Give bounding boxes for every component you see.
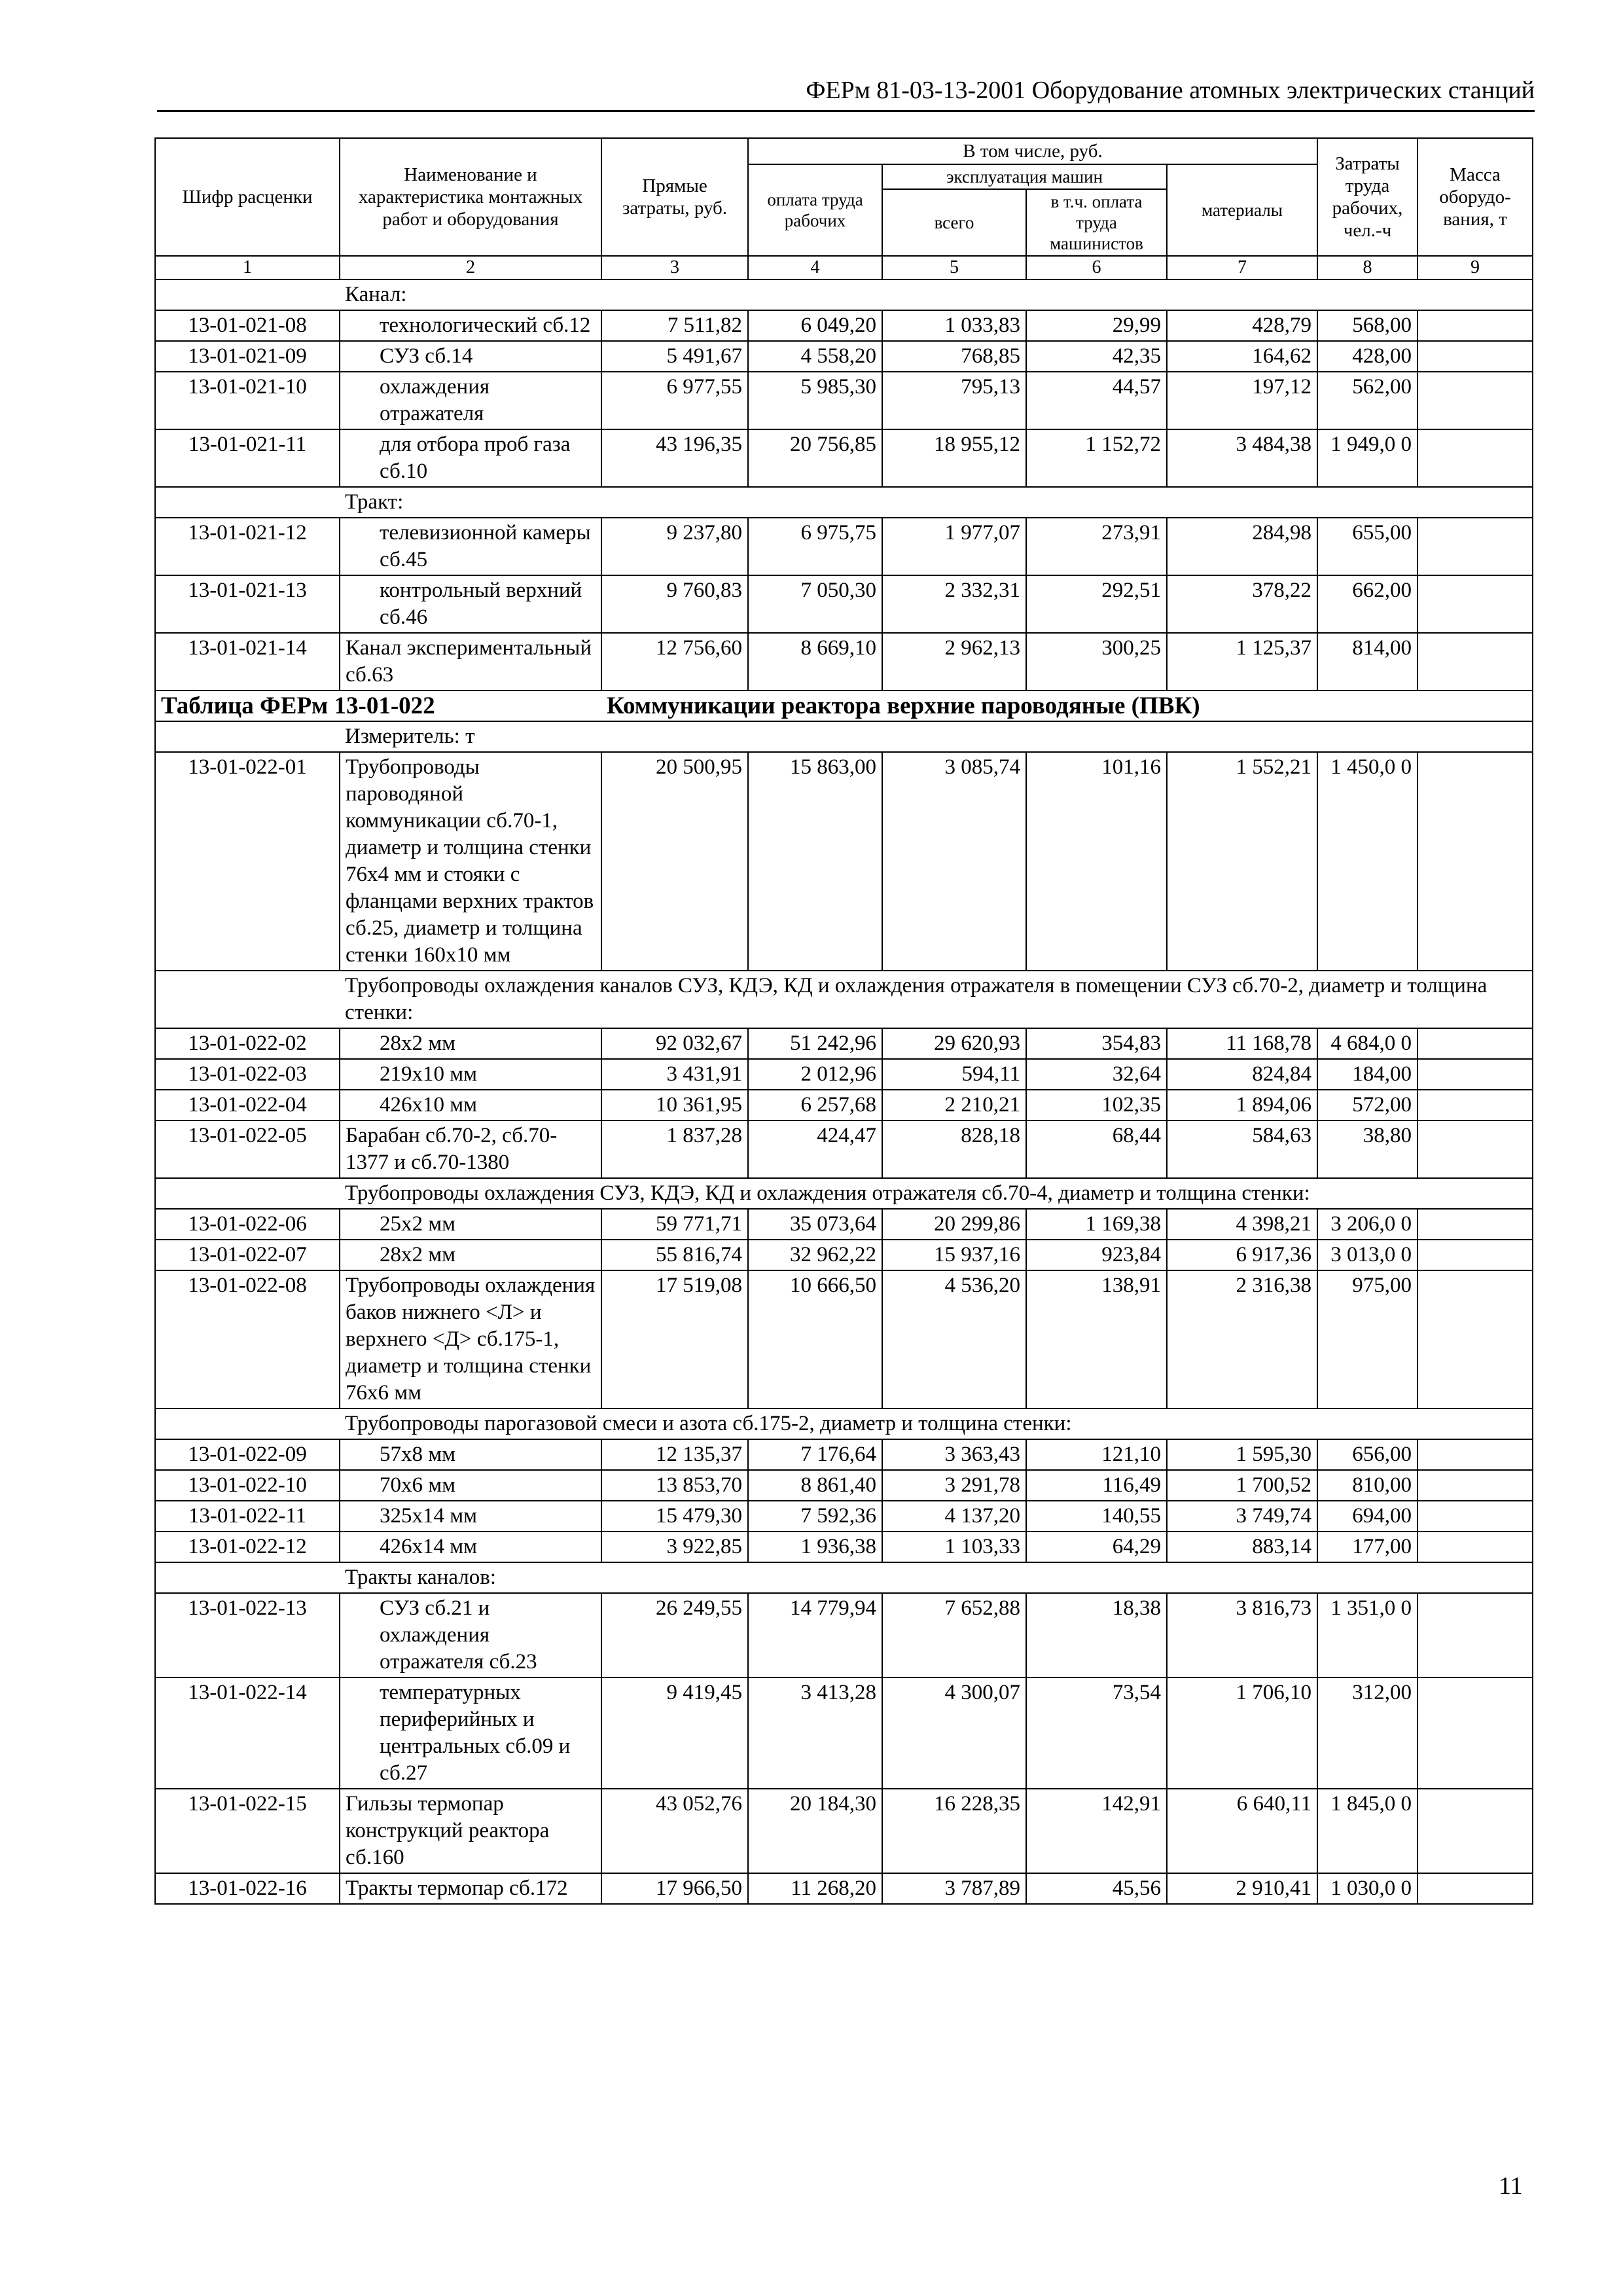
value-cell: 7 511,82 (601, 310, 748, 341)
mass-cell (1418, 1209, 1533, 1240)
value-cell: 26 249,55 (601, 1593, 748, 1677)
value-cell: 20 184,30 (748, 1789, 882, 1873)
value-cell: 292,51 (1026, 575, 1167, 633)
value-cell: 4 684,0 0 (1317, 1028, 1418, 1059)
mass-cell (1418, 575, 1533, 633)
mass-cell (1418, 1677, 1533, 1789)
header-name: Наименование и характеристика монтажных работ и оборудования (340, 138, 601, 256)
section-table-title: Коммуникации реактора верхние пароводяные (ПВК) (601, 691, 1533, 721)
value-cell: 10 666,50 (748, 1270, 882, 1408)
column-number: 3 (601, 256, 748, 279)
column-number: 4 (748, 256, 882, 279)
value-cell: 594,11 (882, 1059, 1026, 1090)
value-cell: 32 962,22 (748, 1240, 882, 1270)
header-labor-pay: оплата труда рабочих (748, 164, 882, 256)
rate-code-cell: 13-01-022-07 (155, 1240, 340, 1270)
mass-cell (1418, 1532, 1533, 1562)
value-cell: 923,84 (1026, 1240, 1167, 1270)
value-cell: 73,54 (1026, 1677, 1167, 1789)
value-cell: 20 756,85 (748, 429, 882, 487)
rate-code-cell: 13-01-022-05 (155, 1121, 340, 1178)
value-cell: 68,44 (1026, 1121, 1167, 1178)
column-number: 6 (1026, 256, 1167, 279)
value-cell: 2 332,31 (882, 575, 1026, 633)
value-cell: 15 937,16 (882, 1240, 1026, 1270)
work-name-cell: Барабан сб.70-2, сб.70-1377 и сб.70-1380 (340, 1121, 601, 1178)
value-cell: 662,00 (1317, 575, 1418, 633)
value-cell: 4 558,20 (748, 341, 882, 372)
value-cell: 11 168,78 (1167, 1028, 1317, 1059)
value-cell: 656,00 (1317, 1439, 1418, 1470)
value-cell: 20 299,86 (882, 1209, 1026, 1240)
table-row (155, 633, 1533, 691)
value-cell: 1 949,0 0 (1317, 429, 1418, 487)
header-code: Шифр расценки (155, 138, 340, 256)
value-cell: 59 771,71 (601, 1209, 748, 1240)
value-cell: 12 756,60 (601, 633, 748, 691)
value-cell: 9 419,45 (601, 1677, 748, 1789)
value-cell: 38,80 (1317, 1121, 1418, 1178)
table-row (155, 1240, 1533, 1270)
value-cell: 44,57 (1026, 372, 1167, 429)
value-cell: 1 169,38 (1026, 1209, 1167, 1240)
value-cell: 1 845,0 0 (1317, 1789, 1418, 1873)
mass-cell (1418, 1873, 1533, 1904)
header-mass: Масса оборудо-вания, т (1418, 138, 1533, 256)
value-cell: 116,49 (1026, 1470, 1167, 1501)
value-cell: 1 450,0 0 (1317, 752, 1418, 971)
value-cell: 17 519,08 (601, 1270, 748, 1408)
table-row (155, 1028, 1533, 1059)
rate-code-cell: 13-01-021-09 (155, 341, 340, 372)
value-cell: 3 484,38 (1167, 429, 1317, 487)
group-empty-cell (155, 1408, 340, 1439)
table-header (155, 138, 1533, 279)
value-cell: 655,00 (1317, 518, 1418, 575)
value-cell: 810,00 (1317, 1470, 1418, 1501)
work-name-cell: температурных периферийных и центральных сб.09 и сб.27 (340, 1677, 601, 1789)
value-cell: 1 595,30 (1167, 1439, 1317, 1470)
work-name-cell: 28х2 мм (340, 1240, 601, 1270)
value-cell: 197,12 (1167, 372, 1317, 429)
table-row (155, 1501, 1533, 1532)
rate-code-cell: 13-01-022-01 (155, 752, 340, 971)
table-row (155, 752, 1533, 971)
value-cell: 92 032,67 (601, 1028, 748, 1059)
value-cell: 140,55 (1026, 1501, 1167, 1532)
value-cell: 18,38 (1026, 1593, 1167, 1677)
value-cell: 1 033,83 (882, 310, 1026, 341)
rate-code-cell: 13-01-022-11 (155, 1501, 340, 1532)
value-cell: 3 363,43 (882, 1439, 1026, 1470)
work-name-cell: Канал экспериментальный сб.63 (340, 633, 601, 691)
value-cell: 1 351,0 0 (1317, 1593, 1418, 1677)
table-row (155, 310, 1533, 341)
value-cell: 5 985,30 (748, 372, 882, 429)
group-heading-row (155, 1562, 1533, 1593)
rate-code-cell: 13-01-021-13 (155, 575, 340, 633)
value-cell: 142,91 (1026, 1789, 1167, 1873)
work-name-cell: 70х6 мм (340, 1470, 601, 1501)
rate-code-cell: 13-01-022-10 (155, 1470, 340, 1501)
work-name-cell: 25х2 мм (340, 1209, 601, 1240)
group-heading-text: Тракт: (340, 487, 1533, 518)
value-cell: 1 700,52 (1167, 1470, 1317, 1501)
group-heading-row (155, 487, 1533, 518)
mass-cell (1418, 341, 1533, 372)
header-direct-costs: Прямые затраты, руб. (601, 138, 748, 256)
value-cell: 584,63 (1167, 1121, 1317, 1178)
table-row (155, 518, 1533, 575)
rate-code-cell: 13-01-022-06 (155, 1209, 340, 1240)
value-cell: 7 050,30 (748, 575, 882, 633)
header-machines: эксплуатация машин (882, 164, 1167, 189)
value-cell: 42,35 (1026, 341, 1167, 372)
value-cell: 164,62 (1167, 341, 1317, 372)
value-cell: 3 749,74 (1167, 1501, 1317, 1532)
value-cell: 138,91 (1026, 1270, 1167, 1408)
value-cell: 284,98 (1167, 518, 1317, 575)
table-row (155, 341, 1533, 372)
value-cell: 424,47 (748, 1121, 882, 1178)
value-cell: 35 073,64 (748, 1209, 882, 1240)
value-cell: 3 922,85 (601, 1532, 748, 1562)
value-cell: 6 640,11 (1167, 1789, 1317, 1873)
group-empty-cell (155, 487, 340, 518)
value-cell: 8 861,40 (748, 1470, 882, 1501)
mass-cell (1418, 372, 1533, 429)
work-name-cell: охлаждения отражателя (340, 372, 601, 429)
value-cell: 3 787,89 (882, 1873, 1026, 1904)
value-cell: 795,13 (882, 372, 1026, 429)
group-empty-cell (155, 1178, 340, 1209)
group-heading-text: Измеритель: т (340, 721, 1533, 752)
table-row (155, 1090, 1533, 1121)
value-cell: 2 910,41 (1167, 1873, 1317, 1904)
group-empty-cell (155, 721, 340, 752)
value-cell: 1 837,28 (601, 1121, 748, 1178)
value-cell: 2 012,96 (748, 1059, 882, 1090)
mass-cell (1418, 1470, 1533, 1501)
mass-cell (1418, 1270, 1533, 1408)
rate-code-cell: 13-01-022-13 (155, 1593, 340, 1677)
value-cell: 3 206,0 0 (1317, 1209, 1418, 1240)
group-heading-row (155, 971, 1533, 1028)
column-number: 5 (882, 256, 1026, 279)
work-name-cell: 426х10 мм (340, 1090, 601, 1121)
value-cell: 3 291,78 (882, 1470, 1026, 1501)
table-row (155, 1209, 1533, 1240)
table-row (155, 1532, 1533, 1562)
value-cell: 354,83 (1026, 1028, 1167, 1059)
group-heading-text: Трубопроводы парогазовой смеси и азота сб.175-2, диаметр и толщина стенки: (340, 1408, 1533, 1439)
mass-cell (1418, 1593, 1533, 1677)
work-name-cell: 325х14 мм (340, 1501, 601, 1532)
value-cell: 7 652,88 (882, 1593, 1026, 1677)
page-header (157, 73, 1535, 112)
column-number: 1 (155, 256, 340, 279)
work-name-cell: 57х8 мм (340, 1439, 601, 1470)
work-name-cell: Тракты термопар сб.172 (340, 1873, 601, 1904)
rate-code-cell: 13-01-021-11 (155, 429, 340, 487)
value-cell: 8 669,10 (748, 633, 882, 691)
value-cell: 2 316,38 (1167, 1270, 1317, 1408)
group-heading-text: Канал: (340, 279, 1533, 310)
mass-cell (1418, 633, 1533, 691)
table-body (155, 279, 1533, 1904)
rate-code-cell: 13-01-022-16 (155, 1873, 340, 1904)
column-number: 9 (1418, 256, 1533, 279)
value-cell: 6 917,36 (1167, 1240, 1317, 1270)
value-cell: 1 977,07 (882, 518, 1026, 575)
table-row (155, 1873, 1533, 1904)
value-cell: 32,64 (1026, 1059, 1167, 1090)
column-number: 2 (340, 256, 601, 279)
value-cell: 824,84 (1167, 1059, 1317, 1090)
value-cell: 10 361,95 (601, 1090, 748, 1121)
rate-code-cell: 13-01-022-09 (155, 1439, 340, 1470)
value-cell: 694,00 (1317, 1501, 1418, 1532)
value-cell: 273,91 (1026, 518, 1167, 575)
rate-code-cell: 13-01-021-08 (155, 310, 340, 341)
rate-code-cell: 13-01-022-14 (155, 1677, 340, 1789)
value-cell: 184,00 (1317, 1059, 1418, 1090)
table-row (155, 1270, 1533, 1408)
group-empty-cell (155, 279, 340, 310)
value-cell: 51 242,96 (748, 1028, 882, 1059)
page-number: 11 (1499, 2172, 1523, 2200)
value-cell: 4 398,21 (1167, 1209, 1317, 1240)
mass-cell (1418, 1501, 1533, 1532)
table-row (155, 1121, 1533, 1178)
mass-cell (1418, 310, 1533, 341)
value-cell: 1 103,33 (882, 1532, 1026, 1562)
value-cell: 3 013,0 0 (1317, 1240, 1418, 1270)
value-cell: 6 257,68 (748, 1090, 882, 1121)
work-name-cell: СУЗ сб.21 и охлаждения отражателя сб.23 (340, 1593, 601, 1677)
table-row (155, 1593, 1533, 1677)
rate-code-cell: 13-01-022-08 (155, 1270, 340, 1408)
value-cell: 378,22 (1167, 575, 1317, 633)
table-row (155, 429, 1533, 487)
group-empty-cell (155, 1562, 340, 1593)
work-name-cell: телевизионной камеры сб.45 (340, 518, 601, 575)
value-cell: 6 049,20 (748, 310, 882, 341)
group-heading-text: Тракты каналов: (340, 1562, 1533, 1593)
work-name-cell: Трубопроводы охлаждения баков нижнего <Л> и верхнего <Д> сб.175-1, диаметр и толщина стенки 76х6 мм (340, 1270, 601, 1408)
table-row (155, 372, 1533, 429)
value-cell: 121,10 (1026, 1439, 1167, 1470)
work-name-cell: 28х2 мм (340, 1028, 601, 1059)
value-cell: 828,18 (882, 1121, 1026, 1178)
group-heading-row (155, 721, 1533, 752)
column-number: 8 (1317, 256, 1418, 279)
value-cell: 1 706,10 (1167, 1677, 1317, 1789)
rate-code-cell: 13-01-021-12 (155, 518, 340, 575)
rate-code-cell: 13-01-022-03 (155, 1059, 340, 1090)
value-cell: 17 966,50 (601, 1873, 748, 1904)
work-name-cell: технологический сб.12 (340, 310, 601, 341)
value-cell: 300,25 (1026, 633, 1167, 691)
value-cell: 177,00 (1317, 1532, 1418, 1562)
value-cell: 3 431,91 (601, 1059, 748, 1090)
value-cell: 102,35 (1026, 1090, 1167, 1121)
table-row (155, 575, 1533, 633)
value-cell: 13 853,70 (601, 1470, 748, 1501)
group-heading-text: Трубопроводы охлаждения СУЗ, КДЭ, КД и охлаждения отражателя сб.70-4, диаметр и толщина стенки: (340, 1178, 1533, 1209)
value-cell: 3 413,28 (748, 1677, 882, 1789)
mass-cell (1418, 1789, 1533, 1873)
mass-cell (1418, 1028, 1533, 1059)
value-cell: 1 936,38 (748, 1532, 882, 1562)
table-row (155, 1059, 1533, 1090)
value-cell: 568,00 (1317, 310, 1418, 341)
mass-cell (1418, 1090, 1533, 1121)
value-cell: 4 536,20 (882, 1270, 1026, 1408)
value-cell: 7 176,64 (748, 1439, 882, 1470)
value-cell: 16 228,35 (882, 1789, 1026, 1873)
header-machinist-pay: в т.ч. оплата труда машинистов (1026, 189, 1167, 256)
value-cell: 45,56 (1026, 1873, 1167, 1904)
value-cell: 768,85 (882, 341, 1026, 372)
value-cell: 1 030,0 0 (1317, 1873, 1418, 1904)
section-title-row (155, 691, 1533, 721)
value-cell: 11 268,20 (748, 1873, 882, 1904)
value-cell: 2 962,13 (882, 633, 1026, 691)
value-cell: 14 779,94 (748, 1593, 882, 1677)
value-cell: 1 152,72 (1026, 429, 1167, 487)
value-cell: 572,00 (1317, 1090, 1418, 1121)
value-cell: 2 210,21 (882, 1090, 1026, 1121)
value-cell: 1 552,21 (1167, 752, 1317, 971)
value-cell: 29 620,93 (882, 1028, 1026, 1059)
mass-cell (1418, 518, 1533, 575)
work-name-cell: контрольный верхний сб.46 (340, 575, 601, 633)
table-row (155, 1789, 1533, 1873)
value-cell: 101,16 (1026, 752, 1167, 971)
work-name-cell: 219х10 мм (340, 1059, 601, 1090)
value-cell: 43 196,35 (601, 429, 748, 487)
rates-table (154, 137, 1533, 1905)
value-cell: 883,14 (1167, 1532, 1317, 1562)
value-cell: 4 137,20 (882, 1501, 1026, 1532)
value-cell: 64,29 (1026, 1532, 1167, 1562)
mass-cell (1418, 1059, 1533, 1090)
mass-cell (1418, 1121, 1533, 1178)
work-name-cell: Трубопроводы пароводяной коммуникации сб.70-1, диаметр и толщина стенки 76х4 мм и стояки с фланцами верхних трактов сб.25, диаметр и толщина стенки 160х10 мм (340, 752, 601, 971)
mass-cell (1418, 429, 1533, 487)
table-row (155, 1470, 1533, 1501)
table-row (155, 1439, 1533, 1470)
mass-cell (1418, 1439, 1533, 1470)
value-cell: 428,00 (1317, 341, 1418, 372)
value-cell: 20 500,95 (601, 752, 748, 971)
work-name-cell: 426х14 мм (340, 1532, 601, 1562)
rate-code-cell: 13-01-022-12 (155, 1532, 340, 1562)
work-name-cell: СУЗ сб.14 (340, 341, 601, 372)
value-cell: 1 894,06 (1167, 1090, 1317, 1121)
value-cell: 15 479,30 (601, 1501, 748, 1532)
column-number: 7 (1167, 256, 1317, 279)
mass-cell (1418, 752, 1533, 971)
document-title: ФЕРм 81-03-13-2001 Оборудование атомных электрических станций (806, 77, 1535, 104)
rate-code-cell: 13-01-021-10 (155, 372, 340, 429)
value-cell: 3 085,74 (882, 752, 1026, 971)
value-cell: 9 760,83 (601, 575, 748, 633)
value-cell: 3 816,73 (1167, 1593, 1317, 1677)
group-heading-text: Трубопроводы охлаждения каналов СУЗ, КДЭ, КД и охлаждения отражателя в помещении СУЗ сб.70-2, диаметр и толщина стенки: (340, 971, 1533, 1028)
value-cell: 55 816,74 (601, 1240, 748, 1270)
header-machines-total: всего (882, 189, 1026, 256)
value-cell: 4 300,07 (882, 1677, 1026, 1789)
value-cell: 428,79 (1167, 310, 1317, 341)
value-cell: 562,00 (1317, 372, 1418, 429)
value-cell: 5 491,67 (601, 341, 748, 372)
value-cell: 1 125,37 (1167, 633, 1317, 691)
group-heading-row (155, 279, 1533, 310)
value-cell: 9 237,80 (601, 518, 748, 575)
value-cell: 6 977,55 (601, 372, 748, 429)
value-cell: 18 955,12 (882, 429, 1026, 487)
header-materials: материалы (1167, 164, 1317, 256)
value-cell: 975,00 (1317, 1270, 1418, 1408)
value-cell: 15 863,00 (748, 752, 882, 971)
group-heading-row (155, 1408, 1533, 1439)
group-empty-cell (155, 971, 340, 1028)
rate-code-cell: 13-01-022-02 (155, 1028, 340, 1059)
rates-table-container (154, 137, 1533, 1905)
column-numbers-row (155, 256, 1533, 279)
value-cell: 814,00 (1317, 633, 1418, 691)
rate-code-cell: 13-01-021-14 (155, 633, 340, 691)
group-heading-row (155, 1178, 1533, 1209)
work-name-cell: Гильзы термопар конструкций реактора сб.160 (340, 1789, 601, 1873)
value-cell: 312,00 (1317, 1677, 1418, 1789)
work-name-cell: для отбора проб газа сб.10 (340, 429, 601, 487)
rate-code-cell: 13-01-022-04 (155, 1090, 340, 1121)
value-cell: 12 135,37 (601, 1439, 748, 1470)
rate-code-cell: 13-01-022-15 (155, 1789, 340, 1873)
value-cell: 43 052,76 (601, 1789, 748, 1873)
value-cell: 6 975,75 (748, 518, 882, 575)
value-cell: 29,99 (1026, 310, 1167, 341)
header-labor-cost: Затраты труда рабочих, чел.-ч (1317, 138, 1418, 256)
section-table-code: Таблица ФЕРм 13-01-022 (155, 691, 601, 721)
table-row (155, 1677, 1533, 1789)
header-including: В том числе, руб. (748, 138, 1317, 164)
mass-cell (1418, 1240, 1533, 1270)
value-cell: 7 592,36 (748, 1501, 882, 1532)
